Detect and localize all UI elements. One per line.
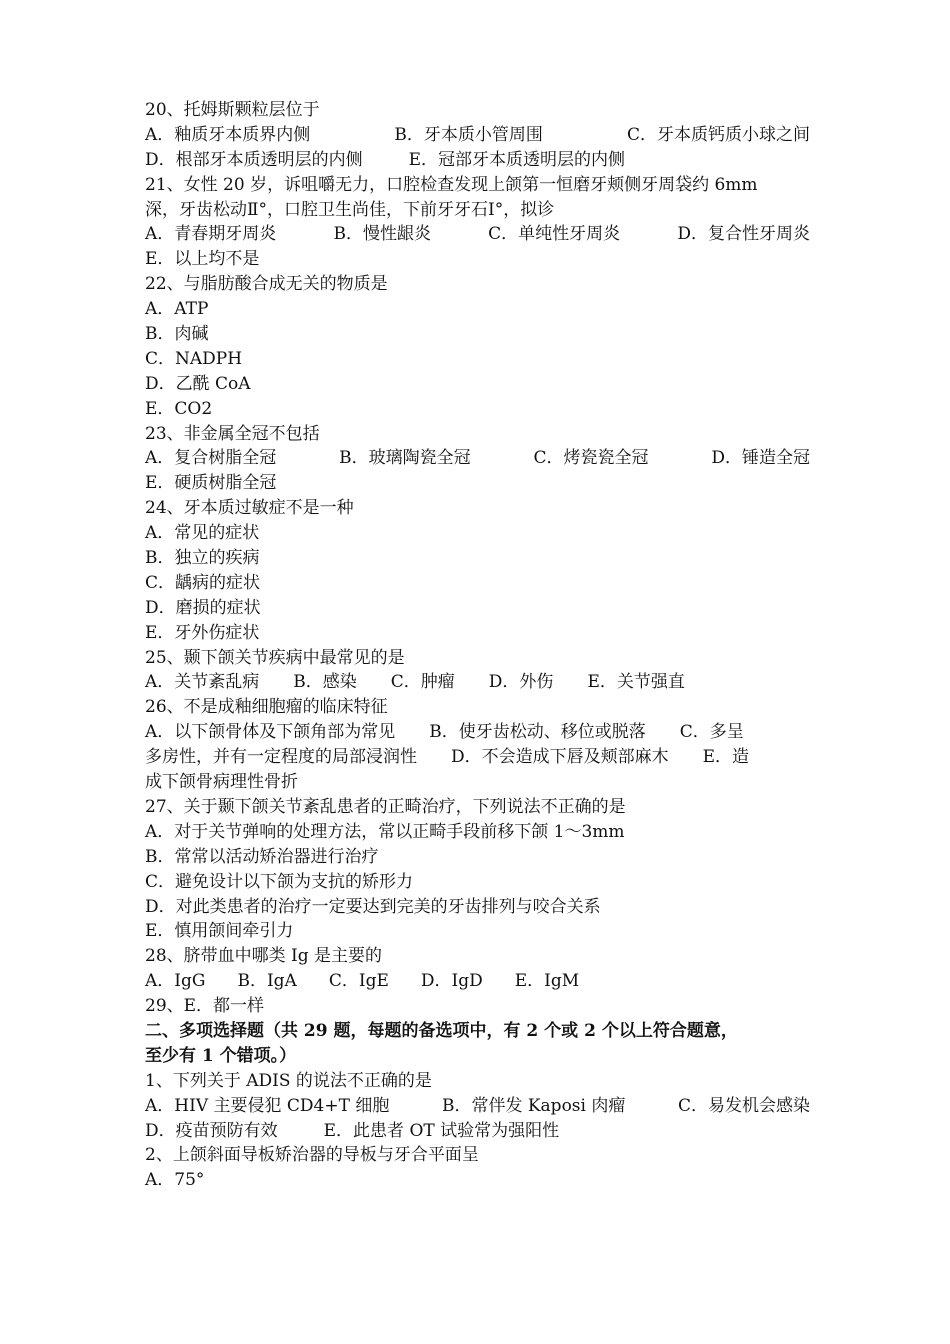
option-c: C．烤瓷瓷全冠	[533, 448, 649, 469]
option-a: A．关节紊乱病	[145, 672, 260, 693]
option-d: D．疫苗预防有效	[145, 1120, 278, 1141]
option-b: B．常伴发 Kaposi 肉瘤	[441, 1095, 626, 1116]
question-20-options-row-2	[145, 148, 810, 173]
option-b: B．感染	[293, 672, 357, 693]
option-a: A．对于关节弹响的处理方法，常以正畸手段前移下颌 1～3mm	[145, 821, 625, 842]
question-20-options-row-1	[145, 123, 810, 148]
option-e: E．关节强直	[587, 672, 685, 693]
question-26-stem: 26、不是成釉细胞瘤的临床特征	[145, 697, 388, 718]
option-b: B．肉碱	[145, 324, 209, 345]
option-c: C．IgE	[328, 971, 389, 992]
s2-question-1-options-row-2	[145, 1119, 810, 1144]
option-a: A．ATP	[145, 299, 209, 320]
question-26-options-line-3: 成下颌骨病理性骨折	[145, 772, 298, 793]
option-a: A．75°	[145, 1170, 205, 1191]
s2-question-2-stem: 2、上颌斜面导板矫治器的导板与牙合平面呈	[145, 1145, 479, 1166]
option-b: B．玻璃陶瓷全冠	[339, 448, 471, 469]
question-24-stem: 24、牙本质过敏症不是一种	[145, 498, 354, 519]
question-22-stem: 22、与脂肪酸合成无关的物质是	[145, 274, 388, 295]
option-c: C．易发机会感染	[677, 1095, 810, 1116]
question-28-options-row	[145, 969, 810, 994]
option-d: D．IgD	[420, 971, 483, 992]
option-c: C．牙本质钙质小球之间	[626, 124, 810, 145]
document-page	[145, 98, 810, 1193]
option-e: E．CO2	[145, 398, 213, 419]
s2-question-1-stem: 1、下列关于 ADIS 的说法不正确的是	[145, 1070, 432, 1091]
option-d: D．乙酰 CoA	[145, 373, 251, 394]
option-c: C．龋病的症状	[145, 572, 261, 593]
option-a: A．青春期牙周炎	[145, 224, 277, 245]
option-e: E．此患者 OT 试验常为强阳性	[323, 1120, 560, 1141]
option-d: D．磨损的症状	[145, 597, 261, 618]
section-2-heading-line-1: 二、多项选择题（共 29 题，每题的备选项中，有 2 个或 2 个以上符合题意，	[145, 1020, 738, 1041]
option-e: E．硬质树脂全冠	[145, 473, 277, 494]
option-b: B．IgA	[237, 971, 297, 992]
option-e: E．IgM	[514, 971, 580, 992]
question-20-stem: 20、托姆斯颗粒层位于	[145, 100, 320, 120]
option-d: D．锤造全冠	[711, 448, 810, 469]
option-d: D．外伤	[488, 672, 554, 693]
option-e: E．牙外伤症状	[145, 622, 260, 643]
option-e: E．以上均不是	[145, 249, 260, 270]
option-d: D．对此类患者的治疗一定要达到完美的牙齿排列与咬合关系	[145, 896, 601, 917]
option-b: B．牙本质小管周围	[394, 124, 543, 145]
option-a: A．釉质牙本质界内侧	[145, 124, 311, 145]
option-a: A．常见的症状	[145, 523, 260, 544]
question-23-options-row-1	[145, 446, 810, 471]
question-21-stem-line-1: 21、女性 20 岁，诉咀嚼无力，口腔检查发现上颌第一恒磨牙颊侧牙周袋约 6mm	[145, 174, 758, 195]
option-c: C．避免设计以下颌为支抗的矫形力	[145, 871, 414, 892]
question-29-stem: 29、E．都一样	[145, 996, 265, 1017]
question-21-stem-line-2: 深，牙齿松动Ⅱ°，口腔卫生尚佳，下前牙牙石Ⅰ°，拟诊	[145, 199, 555, 220]
option-e: E．冠部牙本质透明层的内侧	[408, 149, 626, 170]
option-d: D．根部牙本质透明层的内侧	[145, 149, 363, 170]
option-e: E．慎用颌间牵引力	[145, 921, 294, 942]
question-25-stem: 25、颞下颌关节疾病中最常见的是	[145, 647, 405, 668]
question-25-options-row	[145, 670, 810, 695]
option-a: A．IgG	[145, 971, 206, 992]
question-28-stem: 28、脐带血中哪类 Ig 是主要的	[145, 946, 383, 967]
option-b: B．独立的疾病	[145, 548, 260, 569]
option-c: C．NADPH	[145, 348, 243, 369]
option-c: C．单纯性牙周炎	[488, 224, 621, 245]
s2-question-1-options-row-1	[145, 1094, 810, 1119]
question-26-options-line-1: A．以下颌骨体及下颌角部为常见 B．使牙齿松动、移位或脱落 C．多呈	[145, 722, 744, 743]
option-c: C．肿瘤	[390, 672, 455, 693]
option-a: A．HIV 主要侵犯 CD4+T 细胞	[145, 1095, 390, 1116]
question-27-stem: 27、关于颞下颌关节紊乱患者的正畸治疗，下列说法不正确的是	[145, 796, 626, 817]
option-a: A．复合树脂全冠	[145, 448, 277, 469]
option-d: D．复合性牙周炎	[677, 224, 810, 245]
question-26-options-line-2: 多房性，并有一定程度的局部浸润性 D．不会造成下唇及颊部麻木 E．造	[145, 747, 750, 768]
option-b: B．常常以活动矫治器进行治疗	[145, 846, 379, 867]
question-21-options-row-1	[145, 222, 810, 247]
question-23-stem: 23、非金属全冠不包括	[145, 423, 320, 444]
option-b: B．慢性龈炎	[333, 224, 431, 245]
section-2-heading-line-2: 至少有 1 个错项。）	[145, 1045, 297, 1066]
